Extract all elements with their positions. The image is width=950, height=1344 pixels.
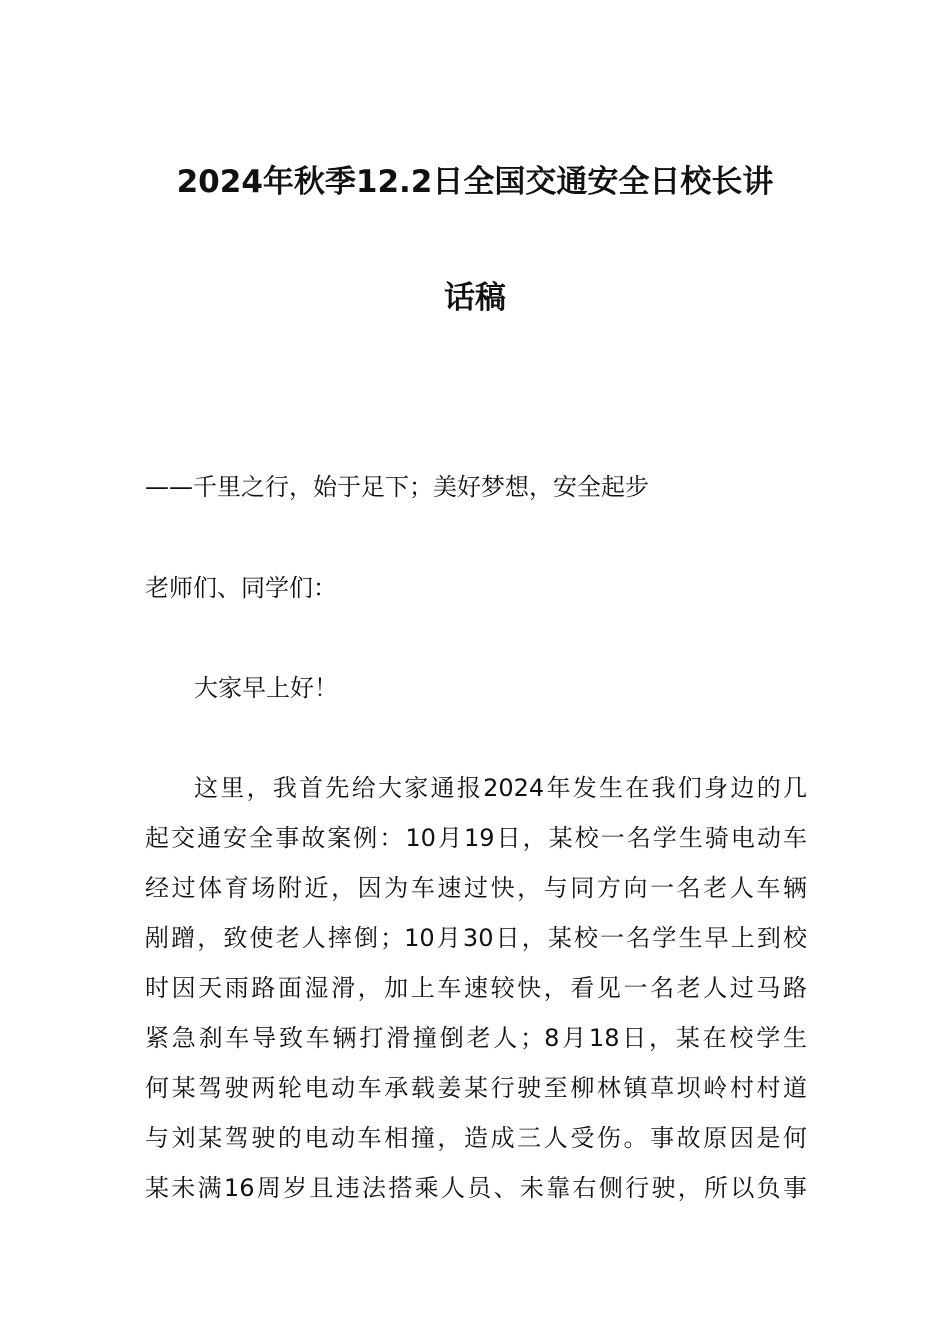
- body-line: 剐蹭，致使老人摔倒；10月30日，某校一名学生早上到校: [145, 924, 807, 952]
- salutation: 老师们、同学们：: [145, 574, 337, 602]
- body-line: 与刘某驾驶的电动车相撞，造成三人受伤。事故原因是何: [145, 1124, 807, 1152]
- body-line: 起交通安全事故案例：10月19日，某校一名学生骑电动车: [145, 824, 807, 852]
- body-line: 经过体育场附近，因为车速过快，与同方向一名老人车辆: [145, 874, 807, 902]
- body-line: 某未满16周岁且违法搭乘人员、未靠右侧行驶，所以负事: [145, 1174, 807, 1202]
- body-line: 何某驾驶两轮电动车承载姜某行驶至柳林镇草坝岭村村道: [145, 1074, 807, 1102]
- body-line: 紧急刹车导致车辆打滑撞倒老人；8月18日，某在校学生: [145, 1024, 807, 1052]
- document-title-line-2: 话稿: [444, 280, 506, 316]
- body-line: 这里，我首先给大家通报2024年发生在我们身边的几: [194, 774, 807, 802]
- greeting: 大家早上好！: [194, 674, 338, 702]
- document-subtitle: ——千里之行，始于足下；美好梦想，安全起步: [145, 473, 649, 501]
- body-line: 时因天雨路面湿滑，加上车速较快，看见一名老人过马路: [145, 974, 807, 1002]
- document-title-line-1: 2024年秋季12.2日全国交通安全日校长讲: [176, 164, 774, 200]
- body-paragraph: [145, 772, 807, 1222]
